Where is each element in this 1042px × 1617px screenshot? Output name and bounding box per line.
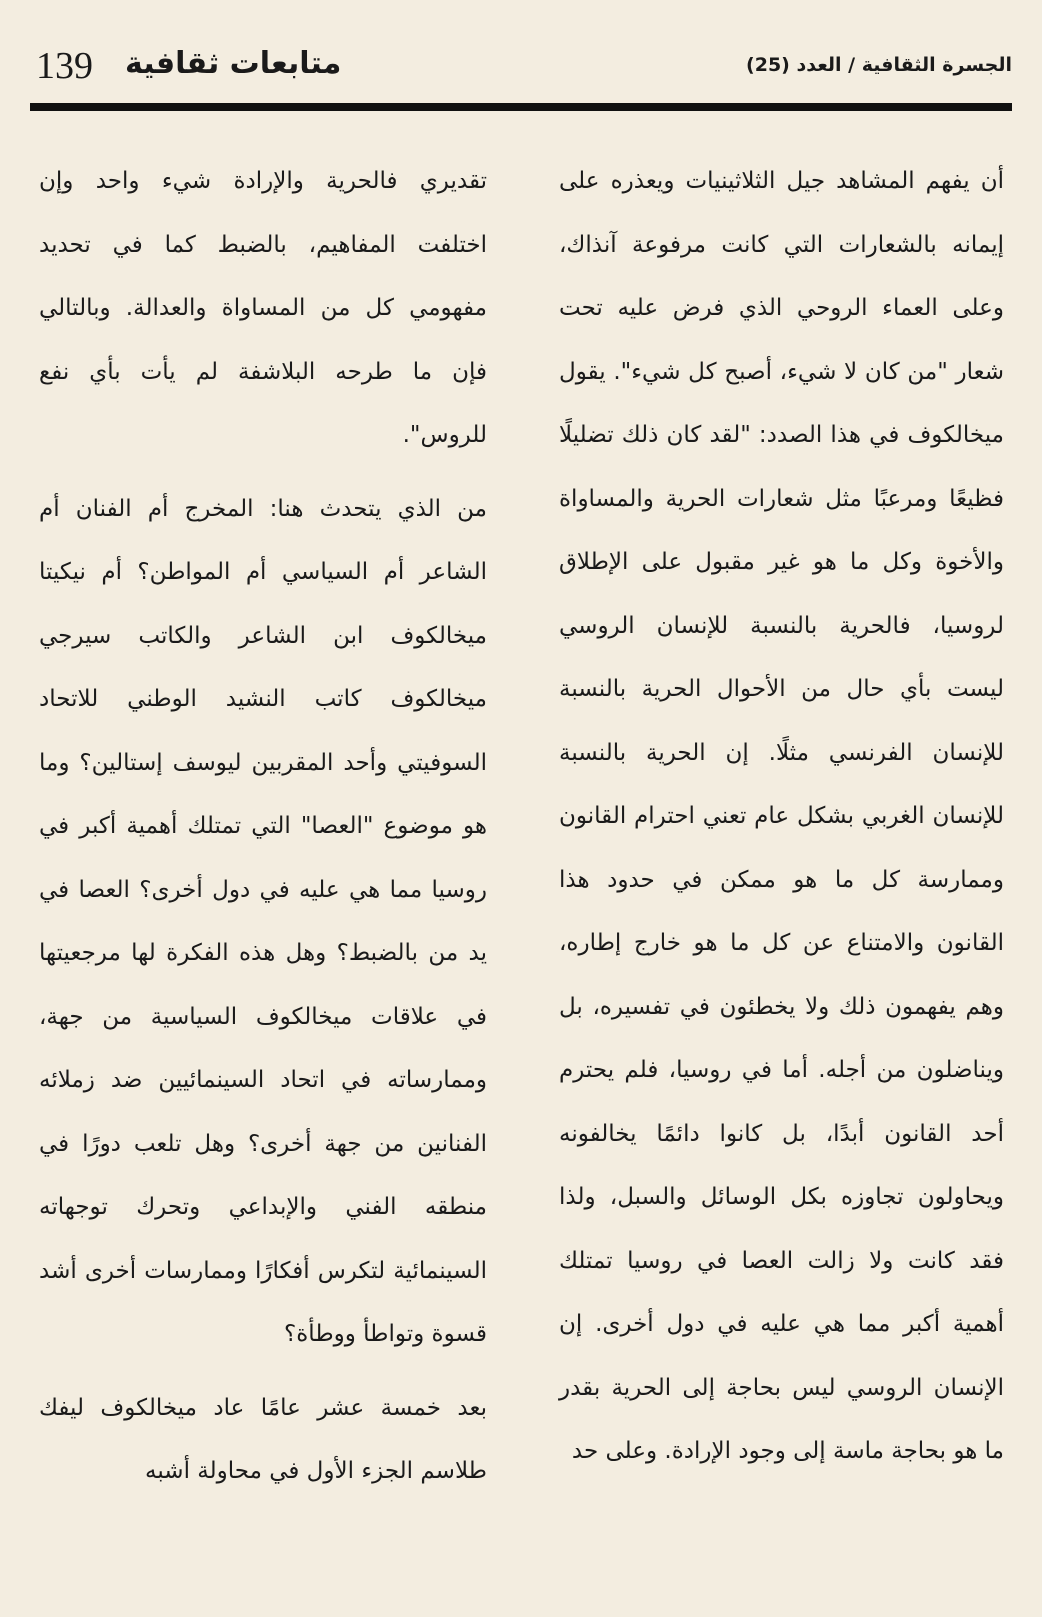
page-number: 139 bbox=[36, 45, 93, 87]
left-column bbox=[39, 150, 487, 1504]
header-rule bbox=[30, 103, 1012, 111]
section-title: متابعات ثقافية bbox=[125, 46, 342, 81]
right-column bbox=[559, 150, 1004, 1484]
paragraph: أن يفهم المشاهد جيل الثلاثينيات ويعذره على إيمانه بالشعارات التي كانت مرفوعة آنذاك، وعلى العماء الروحي الذي فرض عليه تحت شعار "من كان لا شيء، أصبح كل شيء". يقول ميخالكوف في هذا الصدد: "لقد كان ذلك تضليلًا فظيعًا ومرعبًا مثل شعارات الحرية والمساواة والأخوة وكل ما هو غير مقبول على الإطلاق لروسيا، فالحرية بالنسبة للإنسان الروسي ليست بأي حال من الأحوال الحرية بالنسبة للإنسان الفرنسي مثلًا. إن الحرية بالنسبة للإنسان الغربي بشكل عام تعني احترام القانون وممارسة كل ما هو ممكن في حدود هذا القانون والامتناع عن كل ما هو خارج إطاره، وهم يفهمون ذلك ولا يخطئون في تفسيره، بل ويناضلون من أجله. أما في روسيا، فلم يحترم أحد القانون أبدًا، بل كانوا دائمًا يخالفونه ويحاولون تجاوزه بكل الوسائل والسبل، ولذا فقد كانت ولا زالت العصا في روسيا تمتلك أهمية أكبر مما هي عليه في دول أخرى. إن الإنسان الروسي ليس بحاجة إلى الحرية بقدر ما هو بحاجة ماسة إلى وجود الإرادة. وعلى حد bbox=[559, 168, 1004, 1464]
page-header bbox=[30, 44, 1012, 94]
journal-issue-label: الجسرة الثقافية / العدد (25) bbox=[746, 54, 1012, 76]
paragraph: من الذي يتحدث هنا: المخرج أم الفنان أم الشاعر أم السياسي أم المواطن؟ أم نيكيتا ميخالكوف ابن الشاعر والكاتب سيرجي ميخالكوف كاتب النشيد الوطني للاتحاد السوفيتي وأحد المقربين ليوسف إستالين؟ وما هو موضوع "العصا" التي تمتلك أهمية أكبر في روسيا مما هي عليه في دول أخرى؟ العصا في يد من بالضبط؟ وهل هذه الفكرة لها مرجعيتها في علاقات ميخالكوف السياسية من جهة، وممارساته في اتحاد السينمائيين ضد زملائه الفنانين من جهة أخرى؟ وهل تلعب دورًا في منطقه الفني والإبداعي وتحرك توجهاته السينمائية لتكرس أفكارًا وممارسات أخرى أشد قسوة وتواطأ ووطأة؟ bbox=[39, 495, 487, 1347]
paragraph: بعد خمسة عشر عامًا عاد ميخالكوف ليفك طلاسم الجزء الأول في محاولة أشبه bbox=[39, 1394, 487, 1484]
paragraph: تقديري فالحرية والإرادة شيء واحد وإن اختلفت المفاهيم، بالضبط كما في تحديد مفهومي كل من المساواة والعدالة. وبالتالي فإن ما طرحه البلاشفة لم يأت بأي نفع للروس". bbox=[39, 168, 487, 448]
